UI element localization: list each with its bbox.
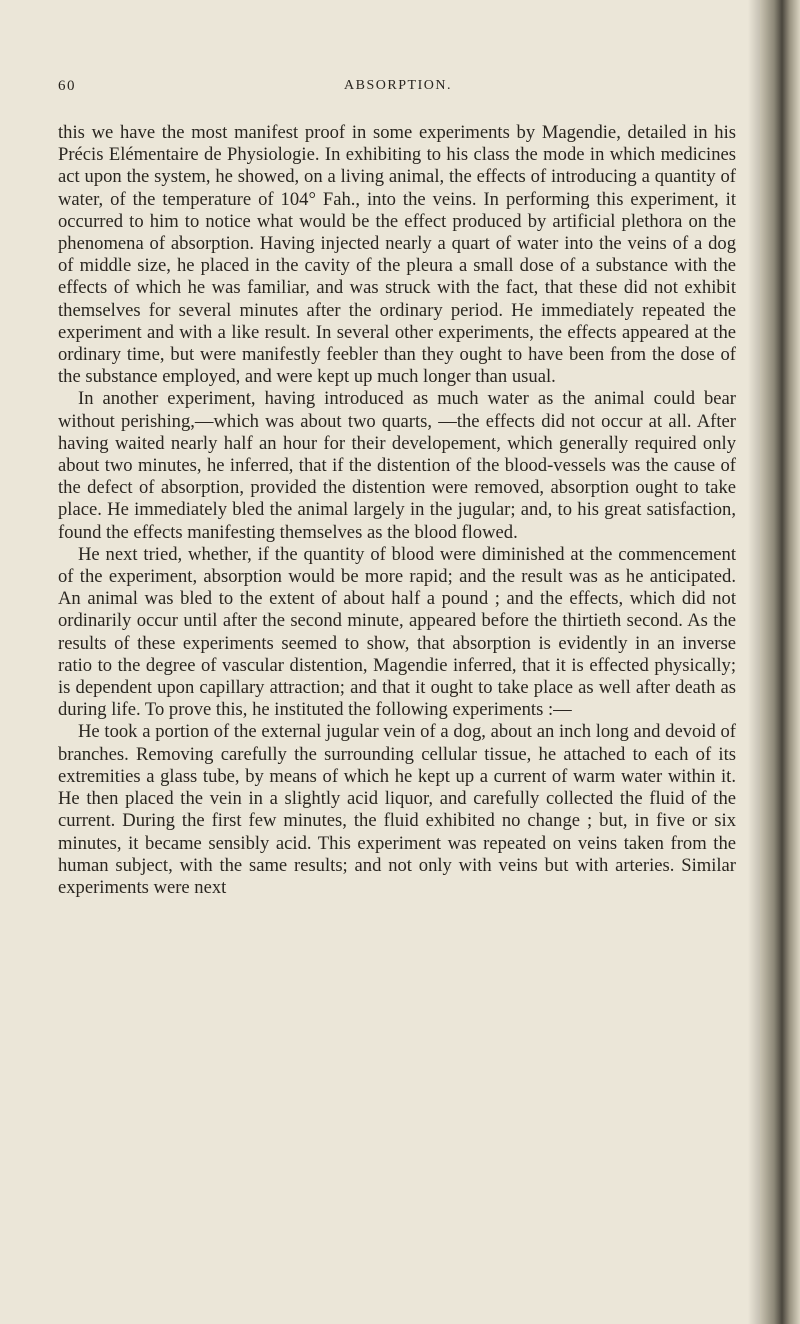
page-number: 60 — [58, 78, 76, 94]
paragraph-4: He took a portion of the external jugular vein of a dog, about an inch long and devoid of branches. Removing carefully the surrounding cellular tissue, he attached to each of its extremities a glass tube, by means of which he kept up a current of warm water within it. He then placed the vein in a slightly acid liquor, and carefully collected the fluid of the current. During the first few minutes, the fluid exhibited no change ; but, in five or six minutes, it became sensibly acid. This experiment was repeated on veins taken from the human subject, with the same results; and not only with veins but with arteries. Similar experiments were next — [58, 721, 736, 898]
running-head — [58, 78, 738, 100]
running-head-title: ABSORPTION. — [344, 78, 452, 93]
paragraph-2: In another experiment, having introduced as much water as the animal could bear without perishing,—which was about two quarts, —the effects did not occur at all. After having waited nearly half an hour for their developement, which generally required only about two minutes, he inferred, that if the distention of the blood-vessels was the cause of the defect of absorption, provided the distention were removed, absorption ought to take place. He immediately bled the animal largely in the jugular; and, to his great satisfaction, found the effects manifesting themselves as the blood flowed. — [58, 388, 736, 543]
paragraph-1: this we have the most manifest proof in some experiments by Magendie, detailed in his Précis Elémentaire de Physiologie. In exhibiting to his class the mode in which medicines act upon the system, he showed, on a living animal, the effects of introducing a quantity of water, of the temperature of 104° Fah., into the veins. In performing this experiment, it occurred to him to notice what would be the effect produced by artificial plethora on the phenomena of absorption. Having injected nearly a quart of water into the veins of a dog of middle size, he placed in the cavity of the pleura a small dose of a substance with the effects of which he was familiar, and was struck with the fact, that these did not exhibit themselves for several minutes after the ordinary period. He immediately repeated the experiment and with a like result. In several other experiments, the effects appeared at the ordinary time, but were manifestly feebler than they ought to have been from the dose of the substance employed, and were kept up much longer than usual. — [58, 122, 736, 388]
body-text — [58, 122, 736, 899]
paragraph-3: He next tried, whether, if the quantity of blood were diminished at the commencement of the experiment, absorption would be more rapid; and the result was as he anticipated. An animal was bled to the extent of about half a pound ; and the effects, which did not ordinarily occur until after the second minute, appeared before the thirtieth second. As the results of these experiments seemed to show, that absorption is evidently in an inverse ratio to the degree of vascular distention, Magendie inferred, that it is effected physically; is dependent upon capillary attraction; and that it ought to take place as well after death as during life. To prove this, he instituted the following experiments :— — [58, 543, 736, 721]
book-binding-edge — [760, 0, 800, 1324]
